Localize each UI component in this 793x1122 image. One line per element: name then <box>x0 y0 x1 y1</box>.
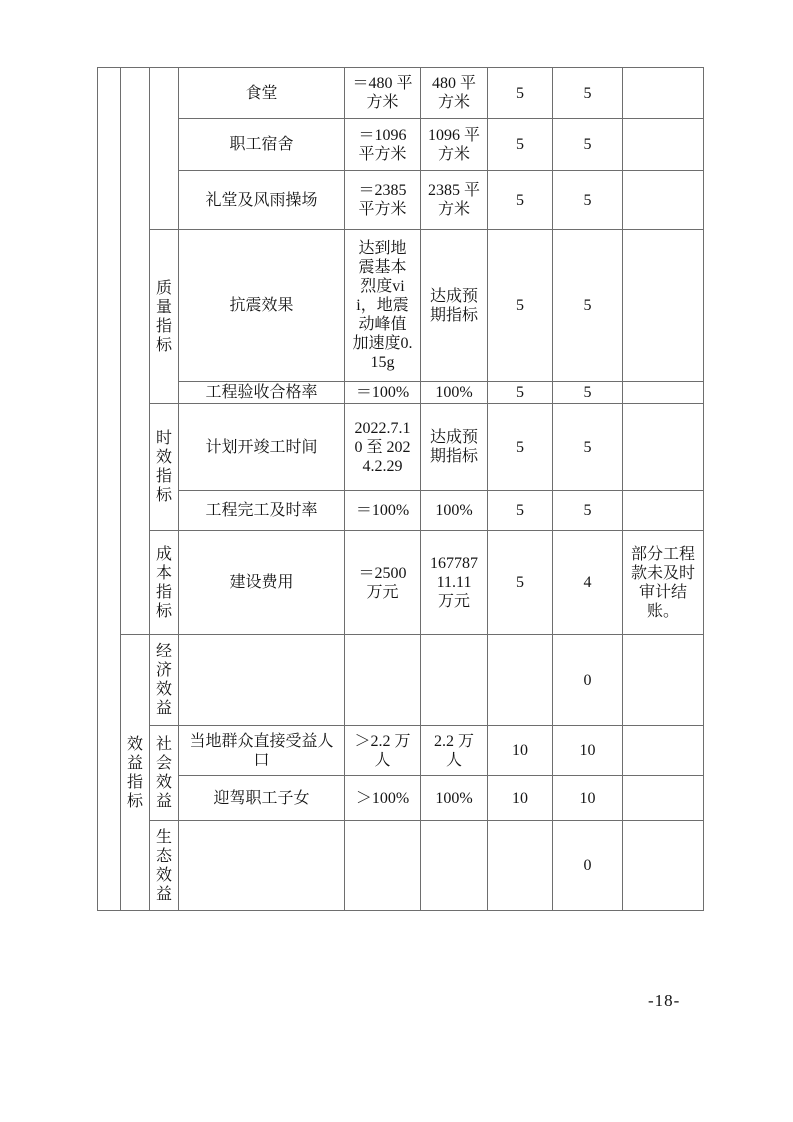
section-label-cost: 成本指标 <box>150 531 179 635</box>
section-label-economic: 经济效益 <box>150 635 179 726</box>
target-value-cell <box>345 635 421 726</box>
actual-value-cell: 达成预期指标 <box>421 404 488 491</box>
actual-value-cell: 100% <box>421 491 488 531</box>
target-value-cell: ＝480 平方米 <box>345 68 421 119</box>
target-value-cell: ＞100% <box>345 776 421 821</box>
max-score-cell: 5 <box>488 171 553 230</box>
actual-value-cell: 2385 平方米 <box>421 171 488 230</box>
indicator-name-cell: 建设费用 <box>179 531 345 635</box>
actual-value-cell: 1096 平方米 <box>421 119 488 171</box>
indicator-name-cell: 迎驾职工子女 <box>179 776 345 821</box>
remark-cell <box>623 119 704 171</box>
indicator-name-cell: 工程完工及时率 <box>179 491 345 531</box>
target-value-cell: ＝100% <box>345 382 421 404</box>
target-value-cell: ＝2500 万元 <box>345 531 421 635</box>
score-cell: 4 <box>553 531 623 635</box>
indicator-name-cell <box>179 635 345 726</box>
actual-value-cell: 达成预期指标 <box>421 230 488 382</box>
page-number: -18- <box>648 991 681 1010</box>
score-cell: 0 <box>553 635 623 726</box>
remark-cell <box>623 171 704 230</box>
actual-value-cell <box>421 635 488 726</box>
section-label-time: 时效指标 <box>150 404 179 531</box>
remark-cell <box>623 635 704 726</box>
max-score-cell: 5 <box>488 68 553 119</box>
max-score-cell: 5 <box>488 531 553 635</box>
score-cell: 10 <box>553 726 623 776</box>
remark-cell <box>623 230 704 382</box>
max-score-cell: 5 <box>488 404 553 491</box>
score-cell: 5 <box>553 68 623 119</box>
actual-value-cell: 480 平方米 <box>421 68 488 119</box>
max-score-cell: 10 <box>488 776 553 821</box>
subgroup-spacer-cell <box>150 68 179 230</box>
indicator-name-cell: 职工宿舍 <box>179 119 345 171</box>
score-cell: 5 <box>553 404 623 491</box>
max-score-cell: 5 <box>488 230 553 382</box>
indicator-name-cell: 工程验收合格率 <box>179 382 345 404</box>
actual-value-cell: 100% <box>421 776 488 821</box>
max-score-cell <box>488 821 553 911</box>
section-label-benefit: 效益指标 <box>121 635 150 911</box>
remark-cell: 部分工程款未及时审计结账。 <box>623 531 704 635</box>
indicator-name-cell: 抗震效果 <box>179 230 345 382</box>
actual-value-cell: 100% <box>421 382 488 404</box>
remark-cell <box>623 68 704 119</box>
section-label-social: 社会效益 <box>150 726 179 821</box>
remark-cell <box>623 491 704 531</box>
left-spacer-cell <box>98 68 121 911</box>
indicator-name-cell: 礼堂及风雨操场 <box>179 171 345 230</box>
remark-cell <box>623 404 704 491</box>
indicator-name-cell: 计划开竣工时间 <box>179 404 345 491</box>
actual-value-cell <box>421 821 488 911</box>
target-value-cell: ＝1096 平方米 <box>345 119 421 171</box>
performance-indicator-table <box>97 67 704 911</box>
score-cell: 5 <box>553 382 623 404</box>
max-score-cell <box>488 635 553 726</box>
group-spacer-cell <box>121 68 150 635</box>
max-score-cell: 10 <box>488 726 553 776</box>
target-value-cell: 2022.7.10 至 2024.2.29 <box>345 404 421 491</box>
score-cell: 5 <box>553 230 623 382</box>
remark-cell <box>623 726 704 776</box>
max-score-cell: 5 <box>488 382 553 404</box>
max-score-cell: 5 <box>488 119 553 171</box>
indicator-name-cell <box>179 821 345 911</box>
indicator-name-cell: 食堂 <box>179 68 345 119</box>
score-cell: 10 <box>553 776 623 821</box>
actual-value-cell: 2.2 万人 <box>421 726 488 776</box>
score-cell: 5 <box>553 171 623 230</box>
score-cell: 0 <box>553 821 623 911</box>
target-value-cell: ＞2.2 万人 <box>345 726 421 776</box>
max-score-cell: 5 <box>488 491 553 531</box>
indicator-name-cell: 当地群众直接受益人口 <box>179 726 345 776</box>
target-value-cell: ＝2385 平方米 <box>345 171 421 230</box>
target-value-cell: ＝100% <box>345 491 421 531</box>
score-cell: 5 <box>553 119 623 171</box>
score-cell: 5 <box>553 491 623 531</box>
actual-value-cell: 16778711.11 万元 <box>421 531 488 635</box>
target-value-cell <box>345 821 421 911</box>
remark-cell <box>623 821 704 911</box>
section-label-quality: 质量指标 <box>150 230 179 404</box>
remark-cell <box>623 382 704 404</box>
remark-cell <box>623 776 704 821</box>
section-label-ecological: 生态效益 <box>150 821 179 911</box>
target-value-cell: 达到地震基本烈度vii，地震动峰值加速度0.15g <box>345 230 421 382</box>
